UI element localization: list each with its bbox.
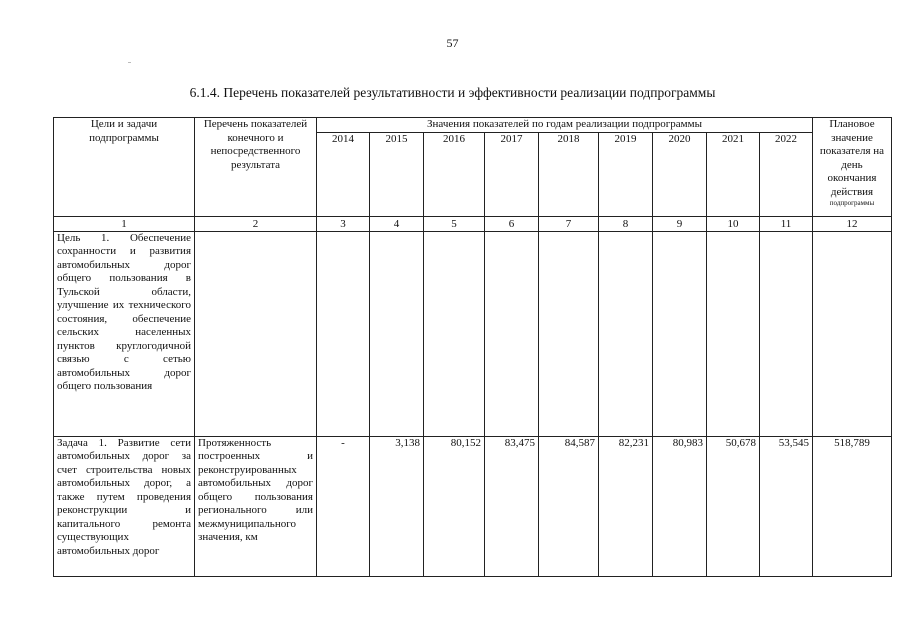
- task-cell: Задача 1. Развитие сети автомобильных дорог за счет строительства новых автомобильных дорог, а также путем проведения реконструкции и капитального ремонта существующих автомобильных дорог: [54, 436, 195, 576]
- empty-cell: [539, 231, 599, 436]
- column-number: 4: [370, 216, 424, 231]
- header-year: 2017: [485, 132, 539, 216]
- empty-cell: [760, 231, 813, 436]
- header-year: 2014: [317, 132, 370, 216]
- header-plan-value-tail: подпрограммы: [829, 199, 875, 207]
- header-goals: Цели и задачи подпрограммы: [54, 118, 195, 217]
- value-cell: -: [317, 436, 370, 576]
- header-plan-value: [813, 118, 892, 217]
- column-number: 11: [760, 216, 813, 231]
- section-heading: 6.1.4. Перечень показателей результативности и эффективности реализации подпрограммы: [189, 85, 716, 100]
- empty-cell: [599, 231, 653, 436]
- value-cell: 53,545: [760, 436, 813, 576]
- header-indicator-list: Перечень показателей конечного и непосредственного результата: [195, 118, 317, 217]
- goal-cell: Цель 1. Обеспечение сохранности и развития автомобильных дорог общего пользования в Тульской области, улучшение их технического состояния, обеспечение сельских населенных пунктов круглогодичной связью с сетью автомобильных дорог общего пользования: [54, 231, 195, 436]
- header-values-by-year: Значения показателей по годам реализации подпрограммы: [317, 118, 813, 133]
- value-cell: 84,587: [539, 436, 599, 576]
- value-cell: 80,983: [653, 436, 707, 576]
- column-number: 6: [485, 216, 539, 231]
- indicators-table: [53, 117, 892, 577]
- empty-cell: [195, 231, 317, 436]
- header-year: 2020: [653, 132, 707, 216]
- header-year: 2015: [370, 132, 424, 216]
- column-number: 5: [424, 216, 485, 231]
- indicator-cell: Протяженность построенных и реконструированных автомобильных дорог общего пользования регионального или межмуниципального значения, км: [195, 436, 317, 576]
- column-number: 12: [813, 216, 892, 231]
- header-year: 2019: [599, 132, 653, 216]
- plan-value-cell: 518,789: [813, 436, 892, 576]
- empty-cell: [424, 231, 485, 436]
- column-number: 1: [54, 216, 195, 231]
- empty-cell: [813, 231, 892, 436]
- column-number: 2: [195, 216, 317, 231]
- value-cell: 3,138: [370, 436, 424, 576]
- header-year: 2021: [707, 132, 760, 216]
- header-year: 2016: [424, 132, 485, 216]
- page-number: 57: [446, 36, 459, 50]
- value-cell: 83,475: [485, 436, 539, 576]
- value-cell: 82,231: [599, 436, 653, 576]
- scan-mark: [128, 62, 131, 63]
- value-cell: 50,678: [707, 436, 760, 576]
- header-year: 2022: [760, 132, 813, 216]
- value-cell: 80,152: [424, 436, 485, 576]
- empty-cell: [485, 231, 539, 436]
- column-number: 3: [317, 216, 370, 231]
- column-number: 8: [599, 216, 653, 231]
- empty-cell: [653, 231, 707, 436]
- empty-cell: [370, 231, 424, 436]
- header-plan-value-text: Плановое значение показателя на день окончания действия: [819, 118, 885, 198]
- column-number: 10: [707, 216, 760, 231]
- column-number: 7: [539, 216, 599, 231]
- header-year: 2018: [539, 132, 599, 216]
- column-number: 9: [653, 216, 707, 231]
- empty-cell: [317, 231, 370, 436]
- empty-cell: [707, 231, 760, 436]
